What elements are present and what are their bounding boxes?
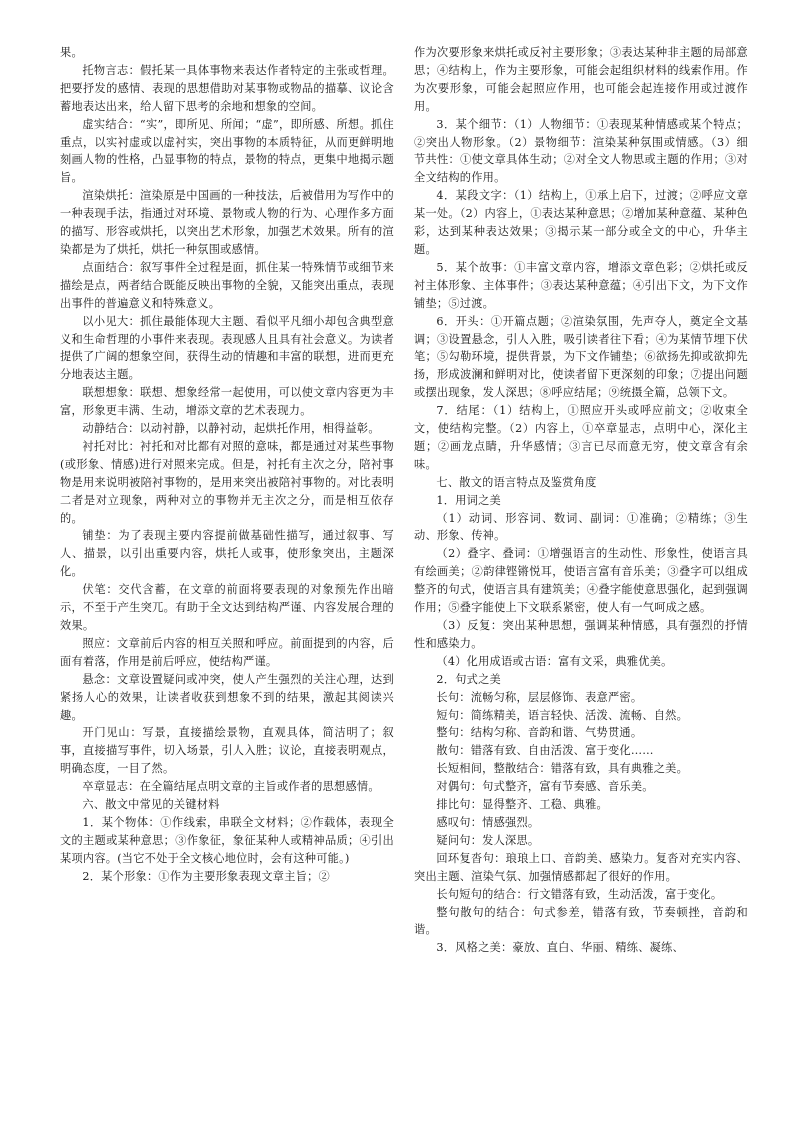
left-column-paragraph: 照应：文章前后内容的相互关照和呼应。前面提到的内容，后面有着落，作用是前后呼应，使结构严谨。 xyxy=(60,636,394,668)
right-column-paragraph: 整句：结构匀称、音韵和谐、气势贯通。 xyxy=(436,726,643,740)
left-column-paragraph: 动静结合：以动衬静，以静衬动，起烘托作用，相得益彰。 xyxy=(82,422,380,436)
right-column-paragraph: 6．开头：①开篇点题；②渲染氛围，先声夺人，奠定全文基调；③设置悬念，引人入胜，吸引读者往下看；④为某情节埋下伏笔；⑤勾勒环境，提供背景，为下文作铺垫；⑥欲扬先抑或欲抑先扬，形成波澜和鲜明对比，使读者留下更深刻的印象；⑦提出问题或摆出现象，发人深思；⑧呼应结尾；⑨统摄全篇，总领下文。 xyxy=(414,314,748,400)
right-column-paragraph: 疑问句：发人深思。 xyxy=(436,833,540,847)
right-column-paragraph: 长句：流畅匀称，层层修饰、表意严密。 xyxy=(436,690,643,704)
left-column-paragraph: 伏笔：交代含蓄，在文章的前面将要表现的对象预先作出暗示，不至于产生突兀。有助于全文达到结构严谨、内容发展合理的效果。 xyxy=(60,583,394,632)
left-column-paragraph: 2．某个形象：①作为主要形象表现文章主旨；② xyxy=(82,869,330,883)
left-column-paragraph: 卒章显志：在全篇结尾点明文章的主旨或作者的思想感情。 xyxy=(82,780,380,794)
left-column-paragraph: 以小见大：抓住最能体现大主题、看似平凡细小却包含典型意义和生命哲理的小事件来表现。表现感人且具有社会意义。为读者提供了广阔的想象空间，获得生动的情趣和丰富的联想，进而更充分地表达主题。 xyxy=(60,314,394,382)
right-column-paragraph: （4）化用成语或古语：富有文采，典雅优美。 xyxy=(436,654,673,668)
right-column-paragraph: 3．某个细节：（1）人物细节：①表现某种情感或某个特点；②突出人物形象。（2）景物细节：渲染某种氛围或情感。（3）细节共性：①使文章具体生动；②对全文人物思或主题的作用；③对全文结构的作用。 xyxy=(414,117,748,185)
right-column-paragraph: 短句：简练精美，语言轻快、活泼、流畅、自然。 xyxy=(436,708,689,722)
right-text-column xyxy=(414,44,748,957)
left-column-paragraph: 衬托对比：衬托和对比都有对照的意味，都是通过对某些事物(或形象、情感)进行对照来完成。但是，衬托有主次之分，陪衬事物是用来说明被陪衬事物的，是用来突出被陪衬事物的。对比表明二者是对立现象，两种对立的事物并无主次之分，而是相互依存的。 xyxy=(60,439,394,525)
right-column-paragraph: 7．结尾：（1）结构上，①照应开头或呼应前文；②收束全文，使结构完整。（2）内容上，①卒章显志，点明中心，深化主题；②画龙点睛，升华感情；③言已尽而意无穷，使文章含有余味。 xyxy=(414,404,748,471)
left-text-column xyxy=(60,44,394,886)
right-column-paragraph: 七、散文的语言特点及鉴赏角度 xyxy=(436,475,597,489)
left-column-paragraph: 果。 xyxy=(60,46,83,59)
left-column-paragraph: 渲染烘托：渲染原是中国画的一种技法，后被借用为写作中的一种表现手法，指通过对环境、景物或人物的行为、心理作多方面的描写、形容或烘托，以突出艺术形象，加强艺术效果。所有的渲染都是为了烘托，烘托一种氛围或感情。 xyxy=(60,189,394,256)
right-column-paragraph: （2）叠字、叠词：①增强语言的生动性、形象性，使语言具有绘画美；②韵律铿锵悦耳，使语言富有音乐美；③叠字可以组成整齐的句式，使语言具有建筑美；④叠字能使意思强化，起到强调作用；⑤叠字能使上下文联系紧密，使人有一气呵成之感。 xyxy=(414,547,748,615)
right-column-paragraph: 作为次要形象来烘托或反衬主要形象；③表达某种非主题的局部意思；④结构上，作为主要形象，可能会起组织材料的线索作用。作为次要形象，可能会起照应作用，也可能会起连接作用或过渡作用。 xyxy=(414,46,748,113)
right-column-paragraph: 1．用词之美 xyxy=(436,493,501,507)
right-column-paragraph: 长句短句的结合：行文错落有致，生动活泼，富于变化。 xyxy=(436,887,723,901)
right-column-paragraph: 散句：错落有致、自由活泼、富于变化…… xyxy=(436,744,654,758)
right-column-paragraph: 5．某个故事：①丰富文章内容，增添文章色彩；②烘托或反衬主体形象、主体事件；③表达某种意蕴；④引出下文，为下文作铺垫；⑤过渡。 xyxy=(414,260,748,310)
left-column-paragraph: 铺垫：为了表现主要内容提前做基础性描写，通过叙事、写人、描景，以引出重要内容，烘托人或事，使形象突出，主题深化。 xyxy=(60,529,394,579)
left-column-paragraph: 开门见山：写景，直接描绘景物，直观具体，简洁明了；叙事，直接描写事件，切入场景，引人入胜；议论，直接表明观点，明确态度，一目了然。 xyxy=(60,726,394,776)
left-column-paragraph: 联想想象：联想、想象经常一起使用，可以使文章内容更为丰富，形象更丰满、生动，增添文章的艺术表现力。 xyxy=(60,386,394,418)
right-column-paragraph: 回环复沓句：琅琅上口、音韵美、感染力。复沓对充实内容、突出主题、渲染气氛、加强情感都起了很好的作用。 xyxy=(414,851,748,883)
left-column-paragraph: 1．某个物体：①作线索，串联全文材料；②作载体，表现全文的主题或某种意思；③作象征，象征某种人或精神品质；④引出某项内容。(当它不处于全文核心地位时，会有这种可能。) xyxy=(60,815,394,865)
right-column-paragraph: 2．句式之美 xyxy=(436,672,501,686)
right-column-paragraph: 整句散句的结合：句式参差，错落有致，节奏顿挫，音韵和谐。 xyxy=(414,905,748,937)
right-column-paragraph: （1）动词、形容词、数词、副词：①准确；②精练；③生动、形象、传神。 xyxy=(414,511,748,543)
document-page xyxy=(60,44,746,1094)
left-column-paragraph: 悬念：文章设置疑问或冲突，使人产生强烈的关注心理，达到紧扬人心的效果，让读者收获到想象不到的结果，激起其阅读兴趣。 xyxy=(60,672,394,722)
left-column-paragraph: 虚实结合：“实”，即所见、所闻；“虚”，即所感、所想。抓住重点，以实衬虚或以虚衬实，突出事物的本质特征，从而更鲜明地刻画人物的性格，凸显事物的特点，景物的特点，更集中地揭示题旨。 xyxy=(60,117,394,185)
right-column-paragraph: 排比句：显得整齐、工稳、典雅。 xyxy=(436,798,608,812)
right-column-paragraph: （3）反复：突出某种思想，强调某种情感，具有强烈的抒情性和感染力。 xyxy=(414,619,748,650)
right-column-paragraph: 3．风格之美：豪放、直白、华丽、精练、凝练、 xyxy=(436,941,684,955)
left-column-paragraph: 托物言志：假托某一具体事物来表达作者特定的主张或哲理。把要抒发的感情、表现的思想借助对某事物或物品的描摹、议论含蓄地表达出来，给人留下思考的余地和想象的空间。 xyxy=(60,63,394,113)
left-column-paragraph: 点面结合：叙写事件全过程是面，抓住某一特殊情节或细节来描绘是点，两者结合既能反映出事物的全貌，又能突出重点，表现出事件的普遍意义和特殊意义。 xyxy=(60,260,394,310)
left-column-paragraph: 六、散文中常见的关键材料 xyxy=(82,798,220,812)
right-column-paragraph: 感叹句：情感强烈。 xyxy=(436,815,540,829)
right-column-paragraph: 4．某段文字：（1）结构上，①承上启下，过渡；②呼应文章某一处。（2）内容上，①表达某种意思；②增加某种意蕴、某种色彩，达到某种表达效果；③揭示某一部分或全文的中心，升华主题。 xyxy=(414,189,748,256)
right-column-paragraph: 长短相间，整散结合：错落有致，具有典雅之美。 xyxy=(436,762,689,776)
right-column-paragraph: 对偶句：句式整齐，富有节奏感、音乐美。 xyxy=(436,780,654,794)
